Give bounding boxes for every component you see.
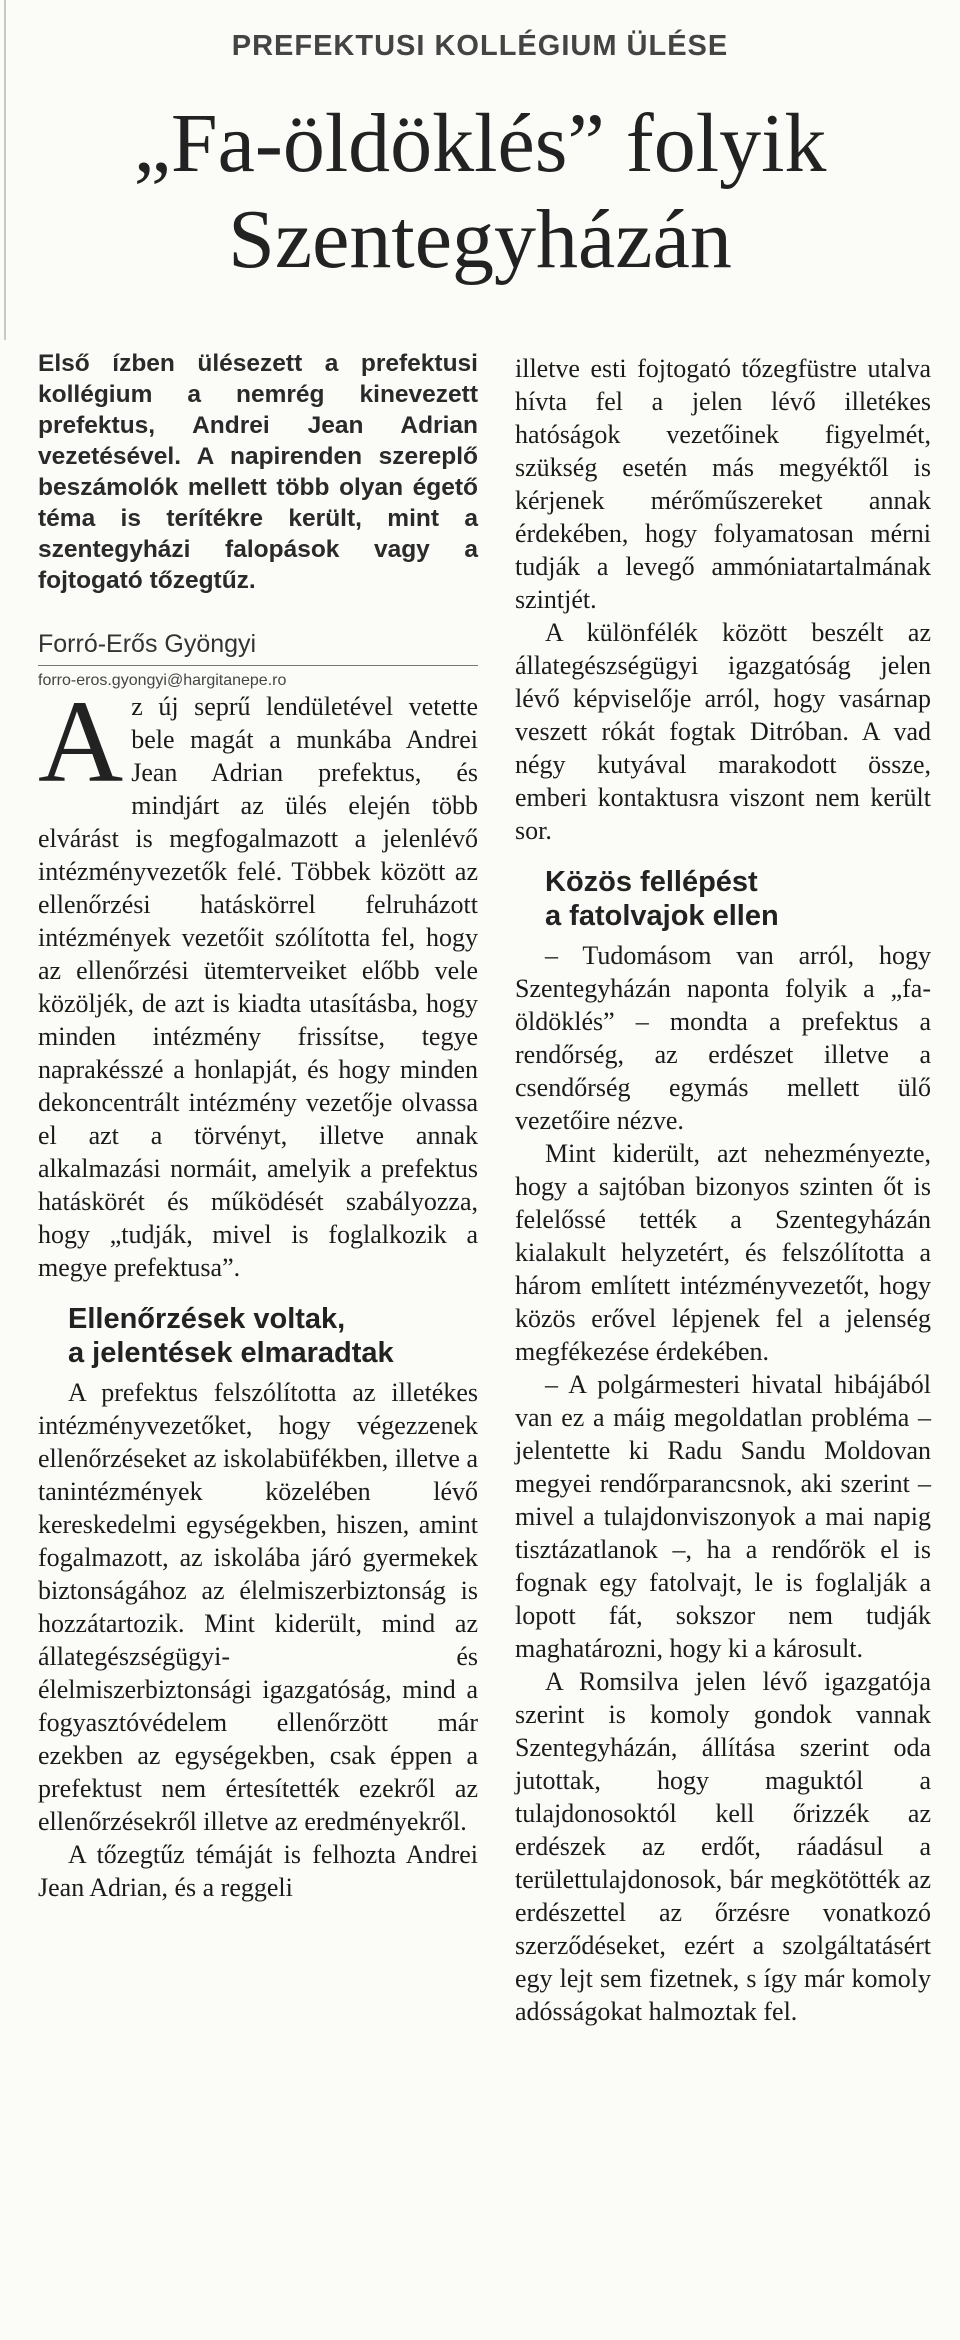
subheading-1-line-1: Ellenőrzések voltak, xyxy=(68,1303,346,1335)
lead-paragraph: Első ízben ülésezett a prefektusi kollégium a nemrég kinevezett prefektus, Andrei Jean Adrian vezetésével. A napirenden szereplő beszámolók mellett több olyan égető téma is terítékre került, mint a szentegyházi falopások vagy a fojtogató tőzegtűz. xyxy=(38,350,478,594)
paragraph-8: A Romsilva jelen lévő igazgatója szerint is komoly gondok vannak Szentegyházán, állítása szerint oda jutottak, hogy maguktól a tulajdonosoktól kell őrizzék az erdészek az erdőt, ráadásul a területtulajdonosok, bár megkötötték az erdészettel az őrzésre vonatkozó szerződéseket, ezért a szolgáltatásért egy lejt sem fizetnek, s így már komoly adósságokat halmoztak fel. xyxy=(515,1667,931,2026)
kicker: PREFEKTUSI KOLLÉGIUM ÜLÉSE xyxy=(231,30,729,62)
drop-cap: A xyxy=(38,676,124,807)
paragraph-2: A prefektus felszólította az illetékes intézményvezetőket, hogy végezzenek ellenőrzéseket az iskolabüfékben, illetve a tanintézmények közelében lévő kereskedelmi egységekben, hiszen, amint fogalmazott, az iskolába járó gyermekek biztonságához az élelmiszerbiztonság is hozzátartozik. Mint kiderült, mind az állategészségügyi- és élelmiszerbiztonsági igazgatóság, mind a fogyasztóvédelem ellenőrzött már ezekben az egységekben, csak éppen a prefektust nem értesítették ezekről az ellenőrzésekről illetve az eredményekről. xyxy=(38,1378,478,1836)
paragraph-1-text: z új seprű lendületével vetette bele magát a munkába Andrei Jean Adrian prefektus, és mindjárt az ülés elején több elvárást is megfogalmazott a jelenlévő intézményvezetők felé. Többek között az ellenőrzési hatáskörrel felruházott intézmények vezetőit szólította fel, hogy az ellenőrzési ütemterveiket előbb vele közöljék, de azt is kiadta utasításba, hogy minden intézmény frissítse, tegye naprakésszé a honlapját, és hogy minden dekoncentrált intézmény vezetője olvassa el azt a törvényt, illetve annak alkalmazási normáit, amelyik a prefektus hatáskörét és működését szabályozza, hogy „tudják, mivel is foglalkozik a megye prefektusa”. xyxy=(38,692,478,1282)
headline-line-2: Szentegyházán xyxy=(228,193,732,286)
paragraph-3: A tőzegtűz témáját is felhozta Andrei Jean Adrian, és a reggeli xyxy=(38,1840,478,1902)
headline-line-1: „Fa-öldöklés” folyik xyxy=(133,97,827,190)
paragraph-7: – A polgármesteri hivatal hibájából van ez a máig megoldatlan probléma – jelentette ki Radu Sandu Moldovan megyei rendőrparancsnok, aki szerint – mivel a tulajdonviszonyok a mai napig tisztázatlanok –, ha a rendőrök el is fognak egy fatolvajt, le is foglalják a lopott fát, sokszor nem tudják maghatározni, hogy ki a károsult. xyxy=(515,1370,931,1663)
subheading-1-line-2: a jelentések elmaradtak xyxy=(68,1337,394,1369)
headline xyxy=(0,96,960,288)
paragraph-3-continued: illetve esti fojtogató tőzegfüstre utalva hívta fel a jelen lévő illetékes hatóságok vezetőinek figyelmét, szükség esetén más megyéktől is kérjenek mérőműszereket annak érdekében, hogy folyamatosan mérni tudják a levegő ammóniatartalmának szintjét. xyxy=(515,354,931,614)
subheading-2 xyxy=(545,865,931,933)
subheading-1 xyxy=(68,1302,478,1370)
paragraph-6: Mint kiderült, azt nehezményezte, hogy a sajtóban bizonyos szinten őt is felelőssé tették a Szentegyházán kialakult helyzetért, és felszólította a három említett intézményvezetőt, hogy közös erővel lépjenek fel a jelenség megfékezése érdekében. xyxy=(515,1139,931,1366)
subheading-2-line-2: a fatolvajok ellen xyxy=(545,900,779,932)
author-email: forro-eros.gyongyi@hargitanepe.ro xyxy=(38,672,287,689)
column-left xyxy=(38,348,478,1904)
subheading-2-line-1: Közös fellépést xyxy=(545,866,758,898)
paragraph-4: A különfélék között beszélt az állategészségügyi igazgatóság jelen lévő képviselője arról, hogy vasárnap veszett rókát fogtak Ditróban. A vad négy kutyával marakodott össze, emberi kontaktusra viszont nem került sor. xyxy=(515,618,931,845)
article-body-right xyxy=(515,352,931,2028)
author-byline: Forró-Erős Gyöngyi xyxy=(38,630,478,666)
column-right xyxy=(515,352,931,2028)
paragraph-5: – Tudomásom van arról, hogy Szentegyházán naponta folyik a „fa-öldöklés” – mondta a prefektus a rendőrség, az erdészet illetve a csendőrség egymás mellett ülő vezetőire nézve. xyxy=(515,941,931,1135)
